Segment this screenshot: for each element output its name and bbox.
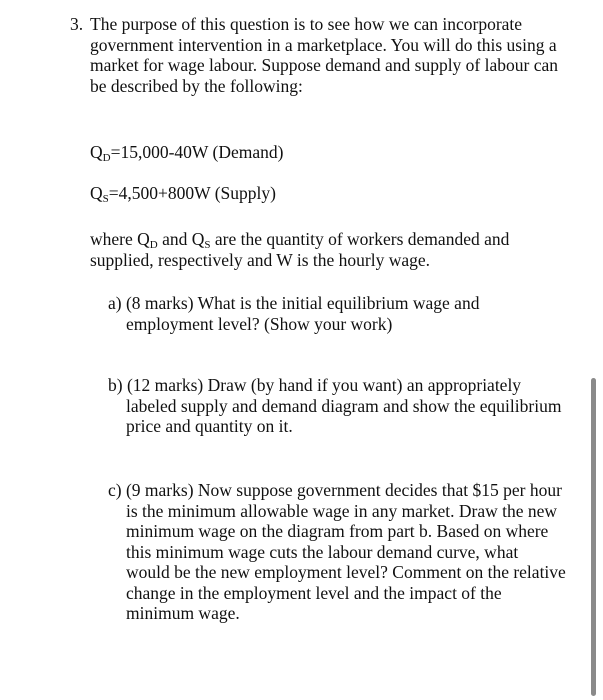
- question-number: 3.: [70, 14, 84, 34]
- question-intro: The purpose of this question is to see how we can incorporate government intervention in a marketplace. You will do this using a market for wage labour. Suppose demand and supply of labour can be described by the following:: [90, 14, 558, 96]
- supply-equation-lhs: Q: [90, 183, 103, 203]
- where-text-2: and Q: [157, 229, 205, 249]
- demand-equation-rhs: =15,000-40W (Demand): [110, 142, 284, 162]
- demand-equation: [90, 142, 283, 162]
- part-c: c) (9 marks) Now suppose government decides that $15 per hour is the minimum allowable wage in any market. Draw the new minimum wage on the diagram from part b. Based on where this minimum wage cuts the labour demand curve, what would be the new employment level? Comment on the relative change in the employment level and the impact of the minimum wage.: [108, 480, 566, 623]
- variable-definitions: [90, 229, 570, 271]
- where-text-1: where Q: [90, 229, 150, 249]
- demand-equation-lhs: Q: [90, 142, 103, 162]
- where-subscript-s: S: [204, 239, 211, 251]
- vertical-scrollbar[interactable]: [591, 378, 596, 696]
- where-text-3: are the quantity of workers demanded and supplied, respectively and W is the hourly wage.: [90, 229, 510, 270]
- supply-equation-subscript: S: [102, 193, 109, 205]
- demand-equation-subscript: D: [102, 152, 111, 164]
- part-a: a) (8 marks) What is the initial equilibrium wage and employment level? (Show your work): [108, 293, 480, 334]
- where-subscript-d: D: [149, 239, 158, 251]
- part-b: b) (12 marks) Draw (by hand if you want) an appropriately labeled supply and demand diagram and show the equilibrium price and quantity on it.: [108, 375, 562, 436]
- supply-equation: [90, 183, 276, 203]
- supply-equation-rhs: =4,500+800W (Supply): [108, 183, 276, 203]
